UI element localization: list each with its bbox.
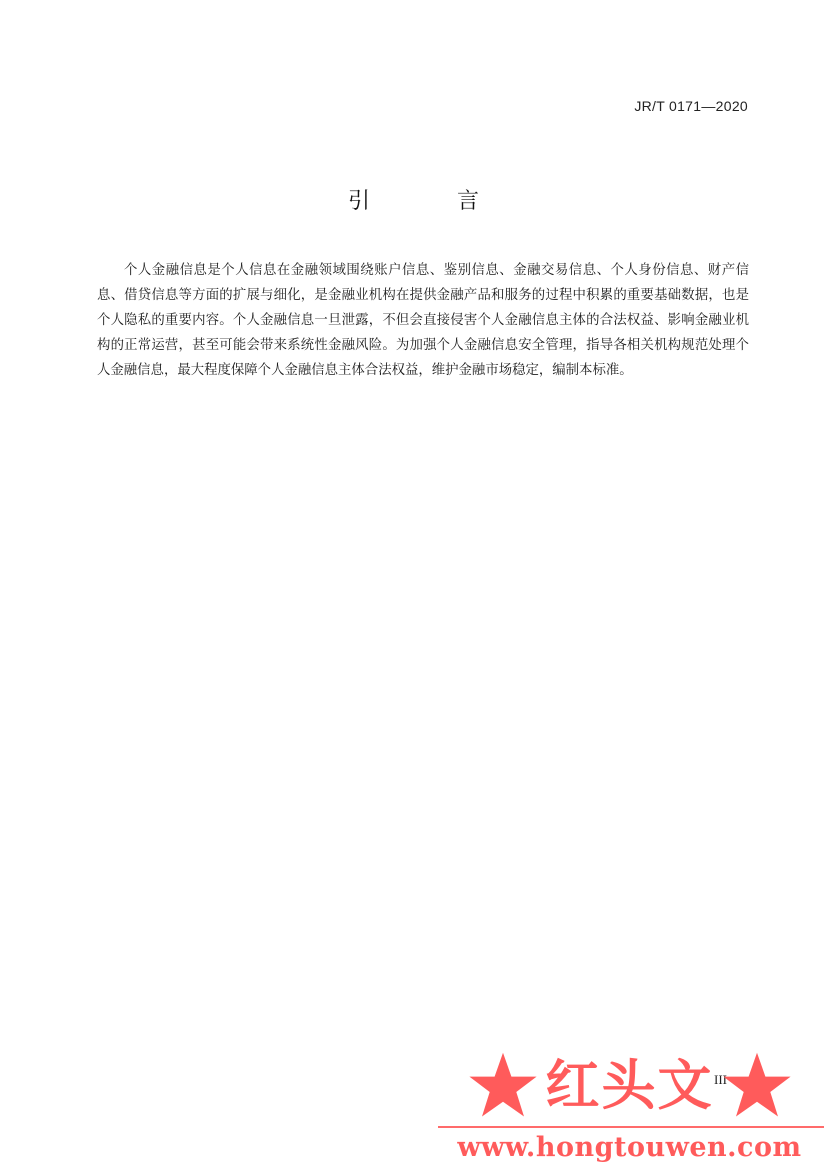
star-icon [468,1050,538,1120]
watermark-text: 红头文 [545,1053,714,1117]
watermark-title [432,1046,827,1124]
standard-code: JR/T 0171—2020 [634,98,748,114]
watermark-url: www.hongtouwen.com [457,1132,802,1163]
star-icon [722,1050,792,1120]
page-number: III [714,1072,727,1087]
watermark-divider [438,1126,824,1128]
watermark [432,1046,827,1170]
intro-paragraph: 个人金融信息是个人信息在金融领域围绕账户信息、鉴别信息、金融交易信息、个人身份信息、财产信息、借贷信息等方面的扩展与细化，是金融业机构在提供金融产品和服务的过程中积累的重要基础数据，也是个人隐私的重要内容。个人金融信息一旦泄露，不但会直接侵害个人金融信息主体的合法权益、影响金融业机构的正常运营，甚至可能会带来系统性金融风险。为加强个人金融信息安全管理，指导各相关机构规范处理个人金融信息，最大程度保障个人金融信息主体合法权益，维护金融市场稳定，编制本标准。 [97,263,749,378]
page-title: 引 言 [348,189,519,214]
